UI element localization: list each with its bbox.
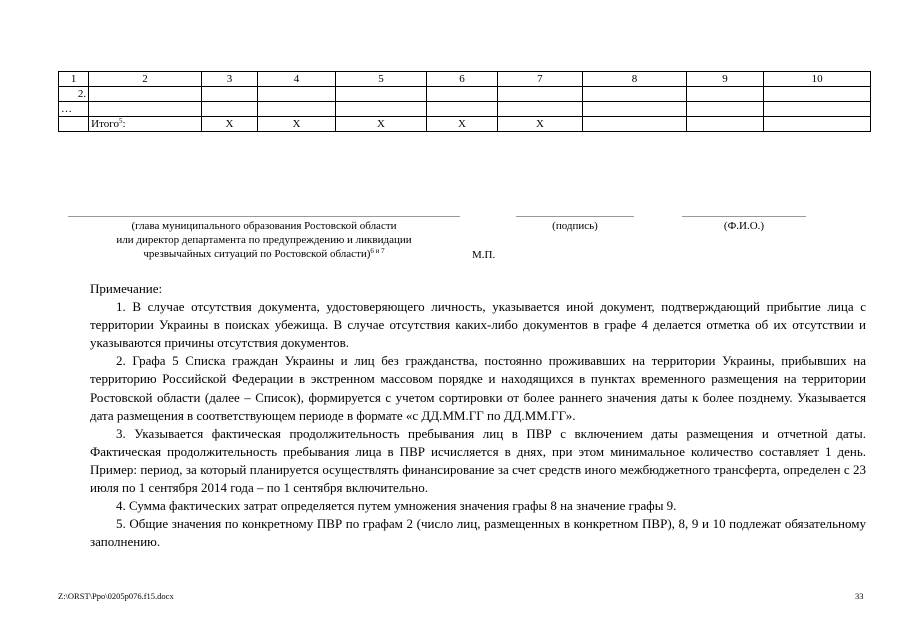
- table-cell: [427, 87, 497, 102]
- table-cell: [335, 87, 427, 102]
- notes-title: Примечание:: [90, 281, 163, 296]
- name-caption: (Ф.И.О.): [723, 220, 765, 232]
- table-cell: [764, 87, 871, 102]
- table-cell: [497, 102, 583, 117]
- signature-caption: (подпись): [552, 220, 598, 232]
- table-cell: [258, 87, 335, 102]
- table-header-cell: 7: [497, 72, 583, 87]
- table-row: [59, 87, 871, 102]
- head-title-block: [68, 219, 460, 261]
- table-cell: [201, 102, 257, 117]
- table-cell: [335, 102, 427, 117]
- table-cell: [686, 102, 763, 117]
- table-header-cell: 2: [89, 72, 202, 87]
- row-number-cell: 2.: [59, 87, 89, 102]
- head-signature-line: [68, 216, 460, 217]
- table-cell: [258, 102, 335, 117]
- signature-line: [516, 216, 634, 217]
- total-label-cell: [89, 117, 202, 132]
- footer-page-number: 33: [855, 591, 864, 601]
- total-colon: :: [122, 117, 126, 130]
- table-cell: [89, 87, 202, 102]
- note-item: 1. В случае отсутствия документа, удостоверяющего личность, указывается иной документ, подтверждающий прибытие лица с территории Украины в поисках убежища. В случае отсутствия каких-либо документов в графе 4 делается отметка об их отсутствии и указываются причины отсутствия документов.: [90, 299, 866, 351]
- table-header-cell: 1: [59, 72, 89, 87]
- total-mark-cell: Х: [258, 117, 335, 132]
- notes-section: [90, 280, 866, 551]
- table-cell: [583, 87, 687, 102]
- stamp-label: М.П.: [472, 249, 496, 261]
- table-cell: [583, 117, 687, 132]
- head-title-line-3: чрезвычайных ситуаций по Ростовской области): [143, 248, 371, 260]
- total-mark-cell: Х: [201, 117, 257, 132]
- table-cell: [686, 117, 763, 132]
- head-title-line-3-wrap: [68, 247, 460, 261]
- head-title-line-1: (глава муниципального образования Ростовской области: [131, 220, 397, 232]
- table-cell: [686, 87, 763, 102]
- table-row: [59, 102, 871, 117]
- footer-file-path: Z:\ORST\Ppo\0205p076.f15.docx: [58, 591, 174, 601]
- table-total-row: [59, 117, 871, 132]
- table-header-cell: 6: [427, 72, 497, 87]
- head-title-line-2: или директор департамента по предупреждению и ликвидации: [116, 234, 412, 246]
- table-cell: [427, 102, 497, 117]
- total-mark-cell: Х: [427, 117, 497, 132]
- table-header-cell: 3: [201, 72, 257, 87]
- head-title-footnote-ref: 6 и 7: [370, 247, 385, 255]
- table-cell: [764, 102, 871, 117]
- table-cell: [764, 117, 871, 132]
- table-header-row: [59, 72, 871, 87]
- row-ellipsis-cell: …: [59, 102, 89, 117]
- table-header-cell: 9: [686, 72, 763, 87]
- table-cell: [201, 87, 257, 102]
- total-mark-cell: Х: [497, 117, 583, 132]
- note-item: 2. Графа 5 Списка граждан Украины и лиц без гражданства, постоянно проживавших на территории Украины, прибывших на территорию Российской Федерации в экстренном массовом порядке и находящихся в пунктах временного размещения на территории Ростовской области (далее – Список), формируется с учетом сортировки от более раннего значения даты к более позднему. Указывается дата размещения в соответствующем периоде в формате «с ДД.ММ.ГГ по ДД.ММ.ГГ».: [90, 353, 866, 423]
- table-cell: [59, 117, 89, 132]
- total-footnote-ref: 5: [119, 116, 123, 125]
- total-mark-cell: Х: [335, 117, 427, 132]
- table-header-cell: 4: [258, 72, 335, 87]
- table-cell: [583, 102, 687, 117]
- table-header-cell: 5: [335, 72, 427, 87]
- note-item: 3. Указывается фактическая продолжительность пребывания лиц в ПВР с включением даты размещения и отчетной даты. Фактическая продолжительность пребывания лица в ПВР исчисляется в днях, при этом минимальное количество составляет 1 день. Пример: период, за который планируется осуществлять финансирование за счет средств иного межбюджетного трансферта, определен с 23 июля по 1 сентября 2014 года – по 1 сентября включительно.: [90, 425, 866, 496]
- note-item: 4. Сумма фактических затрат определяется путем умножения значения графы 8 на значение графы 9.: [116, 498, 677, 514]
- name-line: [682, 216, 806, 217]
- total-label: Итого: [91, 117, 120, 130]
- data-table: [58, 71, 871, 132]
- table-header-cell: 10: [764, 72, 871, 87]
- table-header-cell: 8: [583, 72, 687, 87]
- note-item: 5. Общие значения по конкретному ПВР по графам 2 (число лиц, размещенных в конкретном ПВР), 8, 9 и 10 подлежат обязательному заполнению.: [90, 516, 866, 550]
- table-cell: [89, 102, 202, 117]
- table-cell: [497, 87, 583, 102]
